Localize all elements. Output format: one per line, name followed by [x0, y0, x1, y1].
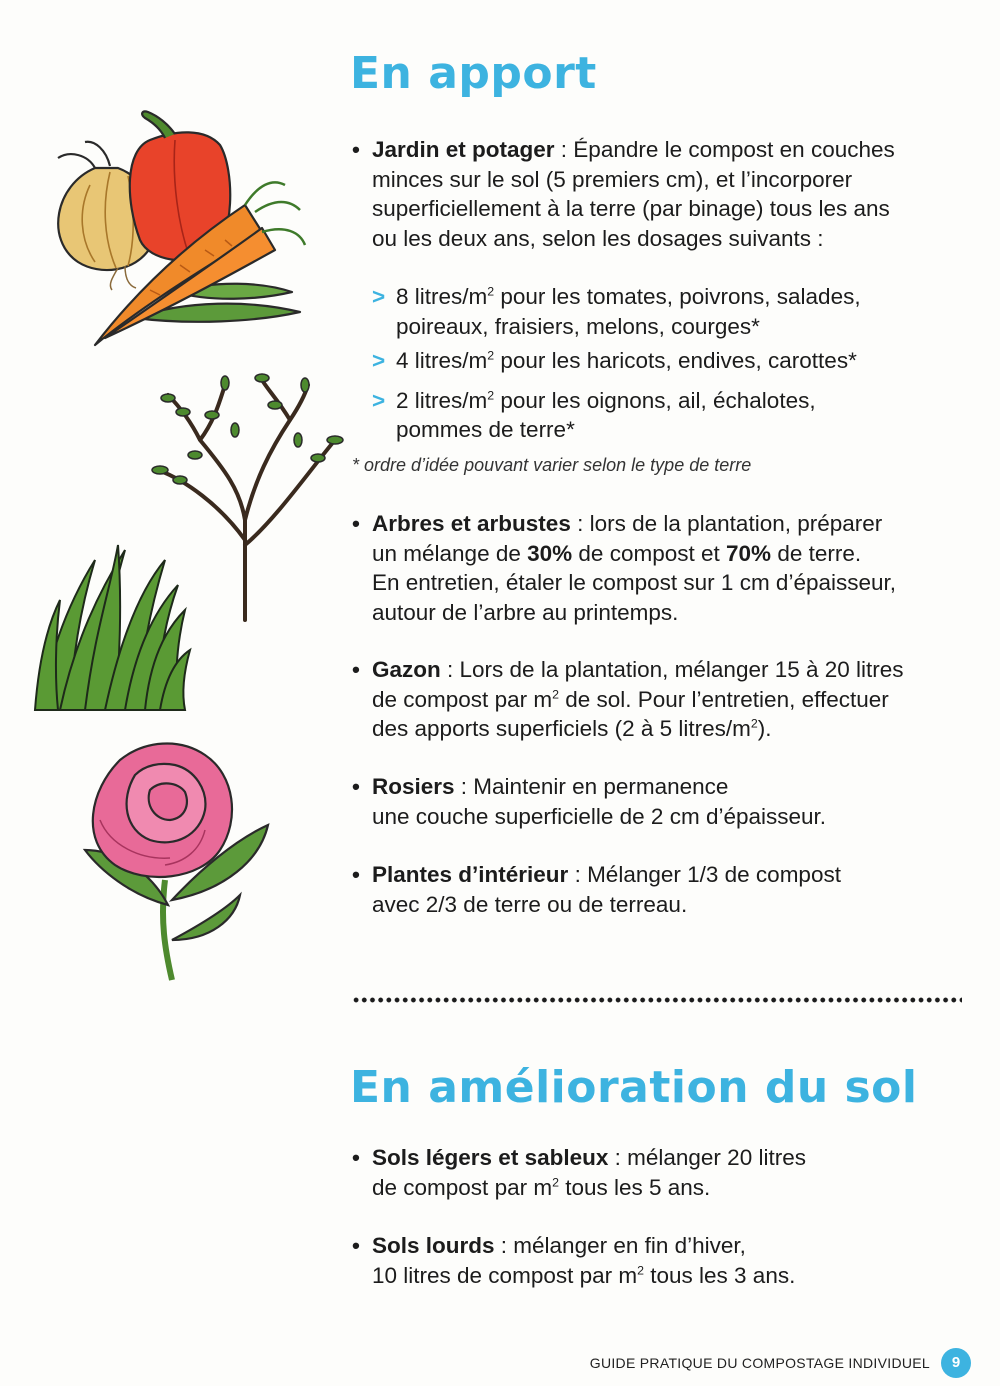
gazon-text: des apports superficiels (2 à 5 litres/m	[372, 716, 751, 741]
dosage-marker: >	[372, 387, 386, 413]
jardin-text: : Épandre le compost en couches	[554, 137, 895, 162]
rosiers-label: Rosiers	[372, 774, 455, 799]
dosage-text: pour les haricots, endives, carottes*	[494, 348, 857, 373]
sols-lourds-text: 10 litres de compost par m	[372, 1262, 638, 1288]
plantes-text: : Mélanger 1/3 de compost	[568, 862, 841, 887]
arbres-text: un mélange de	[372, 540, 528, 566]
superscript: 2	[487, 284, 495, 299]
section-title-amelioration: En amélioration du sol	[350, 1062, 918, 1113]
jardin-text: superficiellement à la terre (par binage) tous les ans	[372, 196, 890, 221]
sols-lourds-text: tous les 3 ans.	[644, 1262, 796, 1288]
section-title-apport: En apport	[350, 48, 597, 99]
dosage-marker: >	[372, 348, 386, 373]
footer-title: GUIDE PRATIQUE DU COMPOSTAGE INDIVIDUEL	[589, 1355, 930, 1371]
superscript: 2	[487, 388, 495, 402]
sols-legers-label: Sols légers et sableux	[372, 1145, 609, 1170]
gazon-text: ).	[757, 716, 772, 741]
dosage-text: pour les oignons, ail, échalotes,	[494, 387, 816, 413]
bullet: •	[352, 774, 360, 799]
item-jardin	[352, 135, 895, 253]
vegetables-illustration	[58, 111, 305, 345]
dosage-text: pour les tomates, poivrons, salades,	[494, 284, 861, 309]
rosiers-text: une couche superficielle de 2 cm d’épaisseur.	[372, 803, 827, 829]
shrub-illustration	[152, 374, 343, 620]
superscript: 2	[637, 1263, 644, 1277]
arbres-text: En entretien, étaler le compost sur 1 cm d’épaisseur,	[372, 570, 897, 595]
jardin-label: Jardin et potager	[372, 137, 555, 162]
dosage-marker: >	[372, 284, 386, 309]
rosiers-text: : Maintenir en permanence	[454, 774, 729, 799]
item-arbres	[352, 509, 896, 627]
rose-illustration	[85, 744, 268, 980]
plantes-text: avec 2/3 de terre ou de terreau.	[372, 891, 688, 917]
dosage-text: 8 litres/m	[396, 284, 488, 309]
bullet: •	[352, 862, 360, 887]
dosage-text: 2 litres/m	[396, 387, 488, 413]
page-number: 9	[941, 1348, 971, 1378]
dosage-list	[352, 282, 861, 445]
item-rosiers	[352, 772, 826, 831]
sols-legers-text: : mélanger 20 litres	[608, 1145, 806, 1170]
arbres-text: autour de l’arbre au printemps.	[372, 599, 679, 625]
dosage-text: pommes de terre*	[396, 417, 575, 442]
gazon-text: : Lors de la plantation, mélanger 15 à 20 litres	[440, 657, 904, 682]
superscript: 2	[552, 1175, 559, 1189]
gazon-label: Gazon	[372, 657, 441, 682]
soil-percent: 70%	[726, 540, 772, 566]
sols-lourds-text: : mélanger en fin d’hiver,	[494, 1233, 746, 1258]
dotted-divider	[352, 996, 962, 1004]
item-gazon	[352, 655, 904, 744]
arbres-text: : lors de la plantation, préparer	[570, 511, 883, 536]
bullet: •	[352, 1145, 360, 1170]
footnote: * ordre d’idée pouvant varier selon le type de terre	[352, 455, 752, 475]
dosage-text: poireaux, fraisiers, melons, courges*	[396, 313, 760, 339]
compost-percent: 30%	[527, 540, 573, 566]
item-sols-legers	[352, 1143, 806, 1202]
item-plantes	[352, 860, 841, 919]
sols-lourds-label: Sols lourds	[372, 1233, 495, 1258]
sols-legers-text: de compost par m	[372, 1174, 553, 1200]
jardin-text: ou les deux ans, selon les dosages suivants :	[372, 225, 824, 251]
superscript: 2	[750, 716, 758, 731]
bullet: •	[352, 137, 360, 162]
bullet: •	[352, 511, 360, 536]
gazon-text: de sol. Pour l’entretien, effectuer	[558, 686, 889, 712]
bullet: •	[352, 657, 360, 682]
jardin-text: minces sur le sol (5 premiers cm), et l’incorporer	[372, 166, 853, 192]
plantes-label: Plantes d’intérieur	[372, 862, 569, 887]
bullet: •	[352, 1233, 360, 1258]
arbres-text: de compost et	[572, 540, 727, 566]
gazon-text: de compost par m	[372, 686, 553, 712]
superscript: 2	[487, 348, 495, 363]
dosage-text: 4 litres/m	[396, 348, 488, 373]
grass-illustration	[35, 545, 190, 710]
arbres-text: de terre.	[771, 540, 862, 566]
item-sols-lourds	[352, 1231, 795, 1290]
superscript: 2	[552, 687, 559, 701]
sols-legers-text: tous les 5 ans.	[558, 1174, 711, 1200]
arbres-label: Arbres et arbustes	[372, 511, 571, 536]
